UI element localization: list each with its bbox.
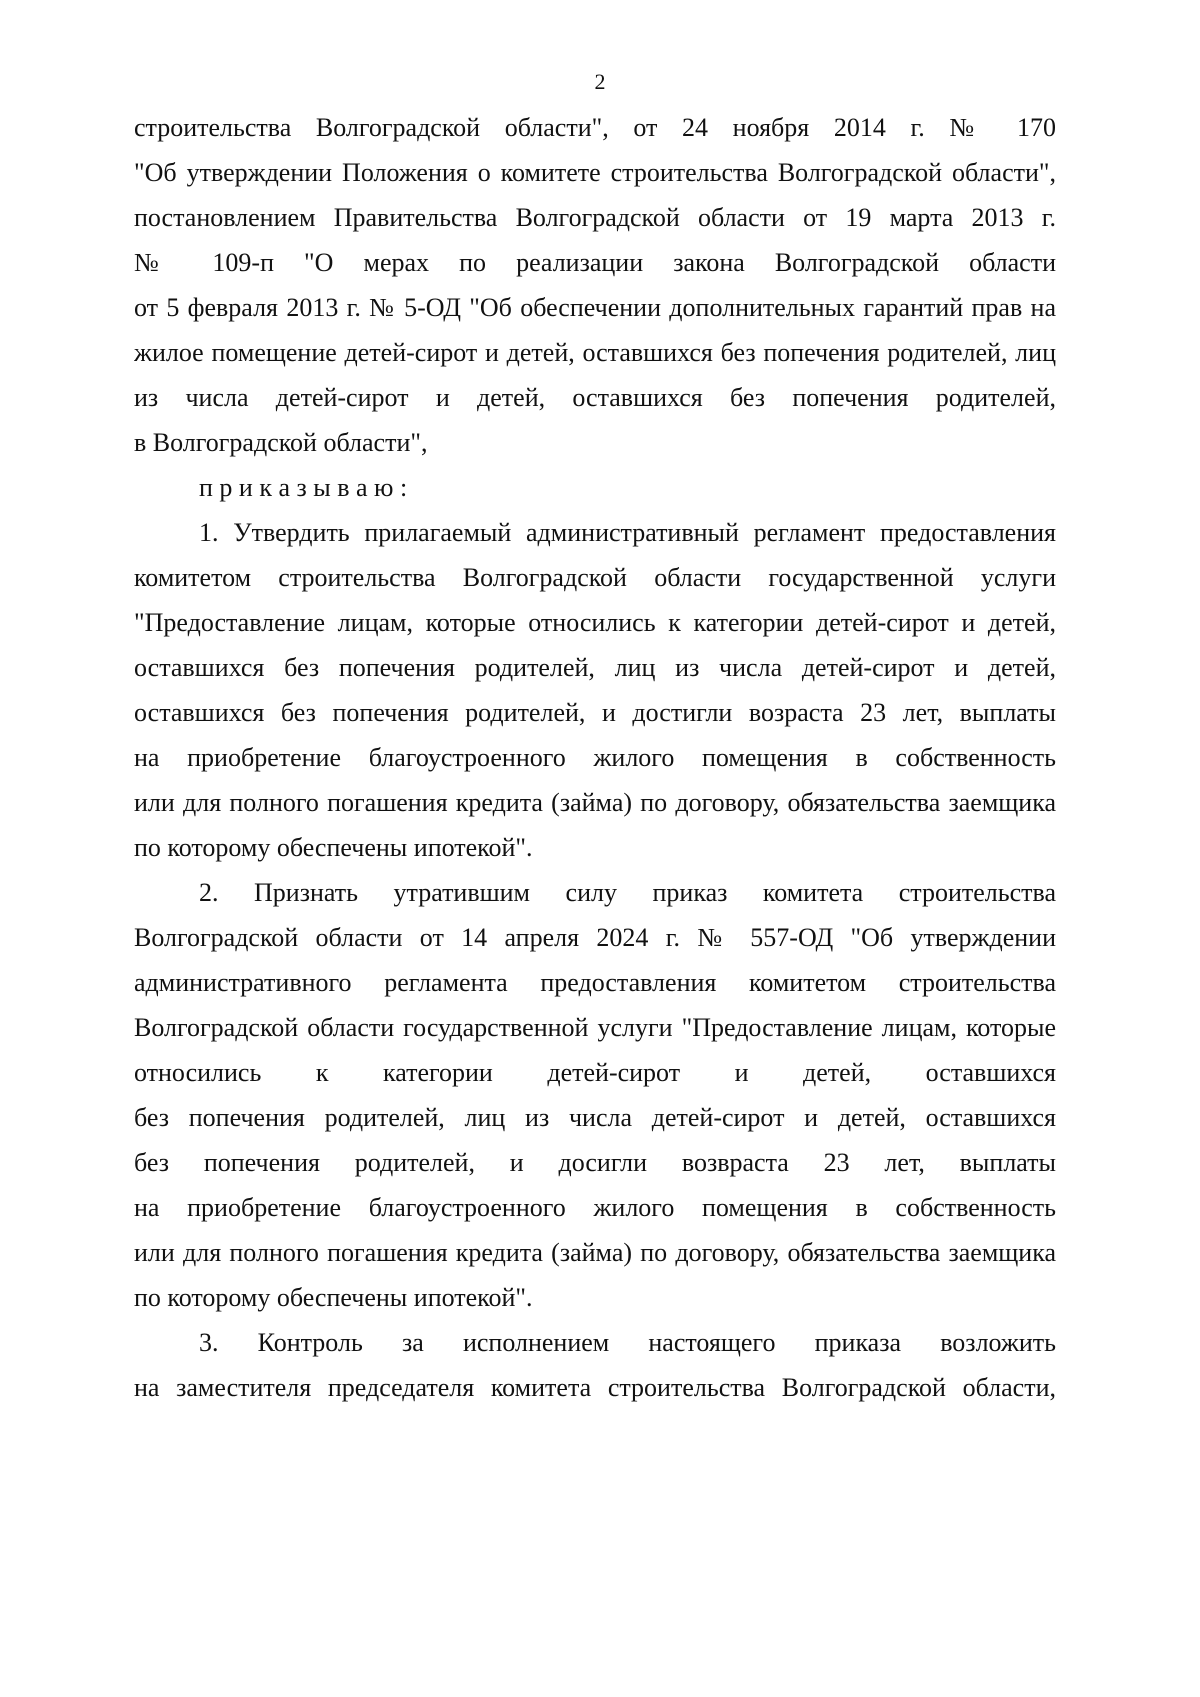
text-line: по которому обеспечены ипотекой". — [134, 833, 533, 862]
paragraph-item-1 — [134, 510, 1056, 870]
text-line: № 109-п "О мерах по реализации закона Волгоградской области — [134, 248, 1056, 277]
order-word: п р и к а з ы в а ю : — [199, 473, 408, 502]
text-line: из числа детей-сирот и детей, оставшихся без попечения родителей, — [134, 383, 1056, 412]
text-line: строительства Волгоградской области", от 24 ноября 2014 г. № 170 — [134, 113, 1056, 142]
text-line: от 5 февраля 2013 г. № 5-ОД "Об обеспечении дополнительных гарантий прав на — [134, 293, 1056, 322]
text-line: "Об утверждении Положения о комитете строительства Волгоградской области", — [134, 158, 1056, 187]
page-number: 2 — [594, 69, 606, 94]
text-line: постановлением Правительства Волгоградской области от 19 марта 2013 г. — [134, 203, 1056, 232]
text-line: административного регламента предоставления комитетом строительства — [134, 968, 1056, 997]
paragraph-preamble — [134, 105, 1056, 465]
text-line: "Предоставление лицам, которые относились к категории детей-сирот и детей, — [134, 608, 1056, 637]
text-line: без попечения родителей, лиц из числа детей-сирот и детей, оставшихся — [134, 1103, 1056, 1132]
text-line: на приобретение благоустроенного жилого помещения в собственность — [134, 1193, 1056, 1222]
paragraph-order — [134, 465, 1056, 510]
text-line: по которому обеспечены ипотекой". — [134, 1283, 533, 1312]
text-line: в Волгоградской области", — [134, 428, 428, 457]
text-line: относились к категории детей-сирот и детей, оставшихся — [134, 1058, 1056, 1087]
paragraph-item-3 — [134, 1320, 1056, 1410]
text-line: оставшихся без попечения родителей, и достигли возраста 23 лет, выплаты — [134, 698, 1056, 727]
document-body — [134, 105, 1056, 1410]
text-line: комитетом строительства Волгоградской области государственной услуги — [134, 563, 1056, 592]
text-line: или для полного погашения кредита (займа) по договору, обязательства заемщика — [134, 788, 1056, 817]
text-line: 2. Признать утратившим силу приказ комитета строительства — [199, 878, 1056, 907]
text-line: 3. Контроль за исполнением настоящего приказа возложить — [199, 1328, 1056, 1357]
text-line: на заместителя председателя комитета строительства Волгоградской области, — [134, 1373, 1056, 1402]
text-line: Волгоградской области государственной услуги "Предоставление лицам, которые — [134, 1013, 1056, 1042]
text-line: 1. Утвердить прилагаемый административный регламент предоставления — [199, 518, 1056, 547]
text-line: жилое помещение детей-сирот и детей, оставшихся без попечения родителей, лиц — [134, 338, 1056, 367]
paragraph-item-2 — [134, 870, 1056, 1320]
text-line: Волгоградской области от 14 апреля 2024 г. № 557-ОД "Об утверждении — [134, 923, 1056, 952]
text-line: без попечения родителей, и досигли возвраста 23 лет, выплаты — [134, 1148, 1056, 1177]
text-line: или для полного погашения кредита (займа) по договору, обязательства заемщика — [134, 1238, 1056, 1267]
text-line: на приобретение благоустроенного жилого помещения в собственность — [134, 743, 1056, 772]
text-line: оставшихся без попечения родителей, лиц из числа детей-сирот и детей, — [134, 653, 1056, 682]
